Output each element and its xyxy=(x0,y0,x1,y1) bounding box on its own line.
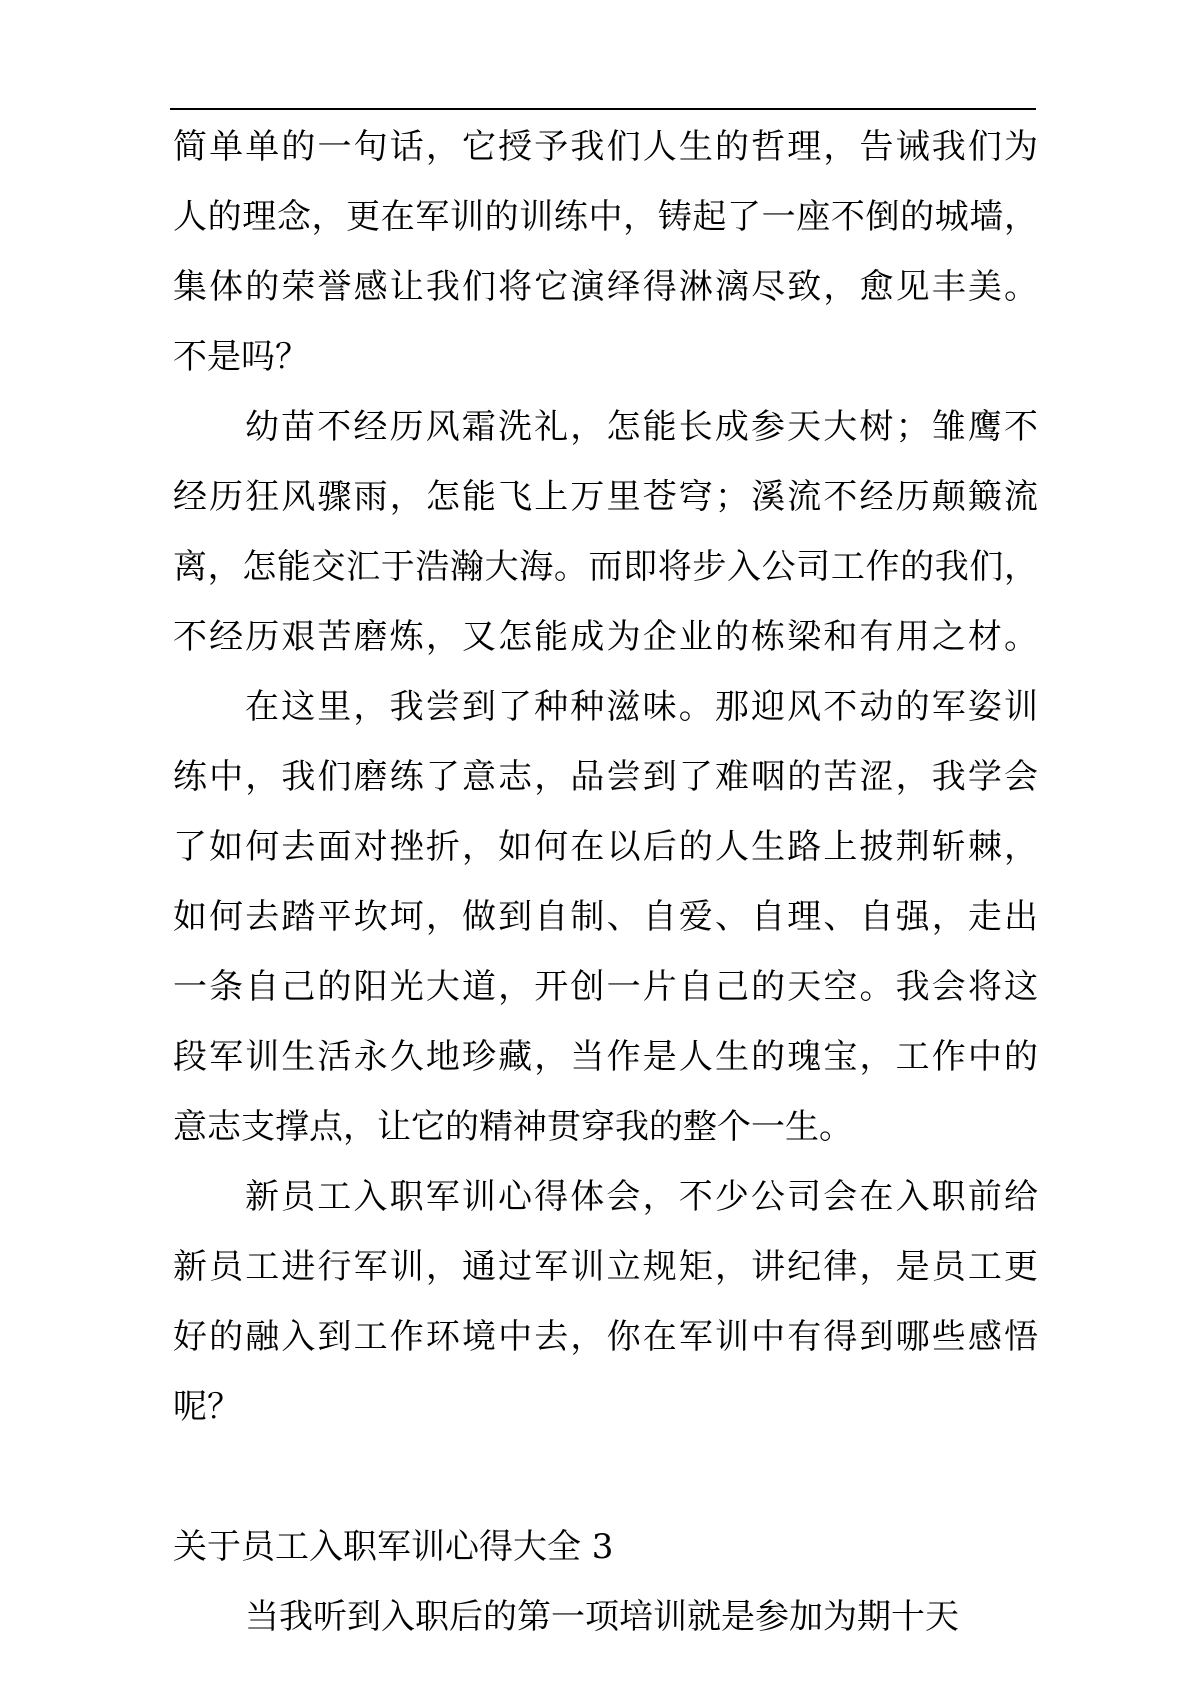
text-line: 离，怎能交汇于浩瀚大海。而即将步入公司工作的我们， xyxy=(173,547,1038,587)
paragraph-3 xyxy=(173,672,1038,1162)
text-line: 新员工入职军训心得体会，不少公司会在入职前给 xyxy=(245,1177,1038,1217)
text-line: 经历狂风骤雨，怎能飞上万里苍穹；溪流不经历颠簸流 xyxy=(173,477,1038,517)
paragraph-1 xyxy=(173,112,1038,392)
text-line: 不是吗？ xyxy=(173,337,309,377)
text-line: 好的融入到工作环境中去，你在军训中有得到哪些感悟 xyxy=(173,1317,1038,1357)
header-rule xyxy=(170,108,1036,110)
section-heading: 关于员工入职军训心得大全 3 xyxy=(173,1527,614,1567)
text-line: 新员工进行军训，通过军训立规矩，讲纪律，是员工更 xyxy=(173,1247,1038,1287)
text-line: 当我听到入职后的第一项培训就是参加为期十天 xyxy=(245,1597,959,1637)
text-line: 如何去踏平坎坷，做到自制、自爱、自理、自强，走出 xyxy=(173,897,1038,937)
text-line: 简单单的一句话，它授予我们人生的哲理，告诫我们为 xyxy=(173,127,1038,167)
text-line: 不经历艰苦磨炼，又怎能成为企业的栋梁和有用之材。 xyxy=(173,617,1038,657)
text-line: 练中，我们磨练了意志，品尝到了难咽的苦涩，我学会 xyxy=(173,757,1038,797)
text-line: 在这里，我尝到了种种滋味。那迎风不动的军姿训 xyxy=(245,687,1038,727)
text-line: 意志支撑点，让它的精神贯穿我的整个一生。 xyxy=(173,1107,853,1147)
paragraph-gap xyxy=(173,1442,1038,1512)
text-line: 了如何去面对挫折，如何在以后的人生路上披荆斩棘， xyxy=(173,827,1038,867)
text-line: 集体的荣誉感让我们将它演绎得淋漓尽致，愈见丰美。 xyxy=(173,267,1038,307)
paragraph-5 xyxy=(173,1582,1038,1652)
text-line: 一条自己的阳光大道，开创一片自己的天空。我会将这 xyxy=(173,967,1038,1007)
text-line: 幼苗不经历风霜洗礼，怎能长成参天大树；雏鹰不 xyxy=(245,407,1038,447)
paragraph-2 xyxy=(173,392,1038,672)
text-line: 人的理念，更在军训的训练中，铸起了一座不倒的城墙， xyxy=(173,197,1038,237)
document-body xyxy=(173,112,1038,1652)
text-line: 段军训生活永久地珍藏，当作是人生的瑰宝，工作中的 xyxy=(173,1037,1038,1077)
paragraph-4 xyxy=(173,1162,1038,1442)
text-line: 呢？ xyxy=(173,1387,241,1427)
